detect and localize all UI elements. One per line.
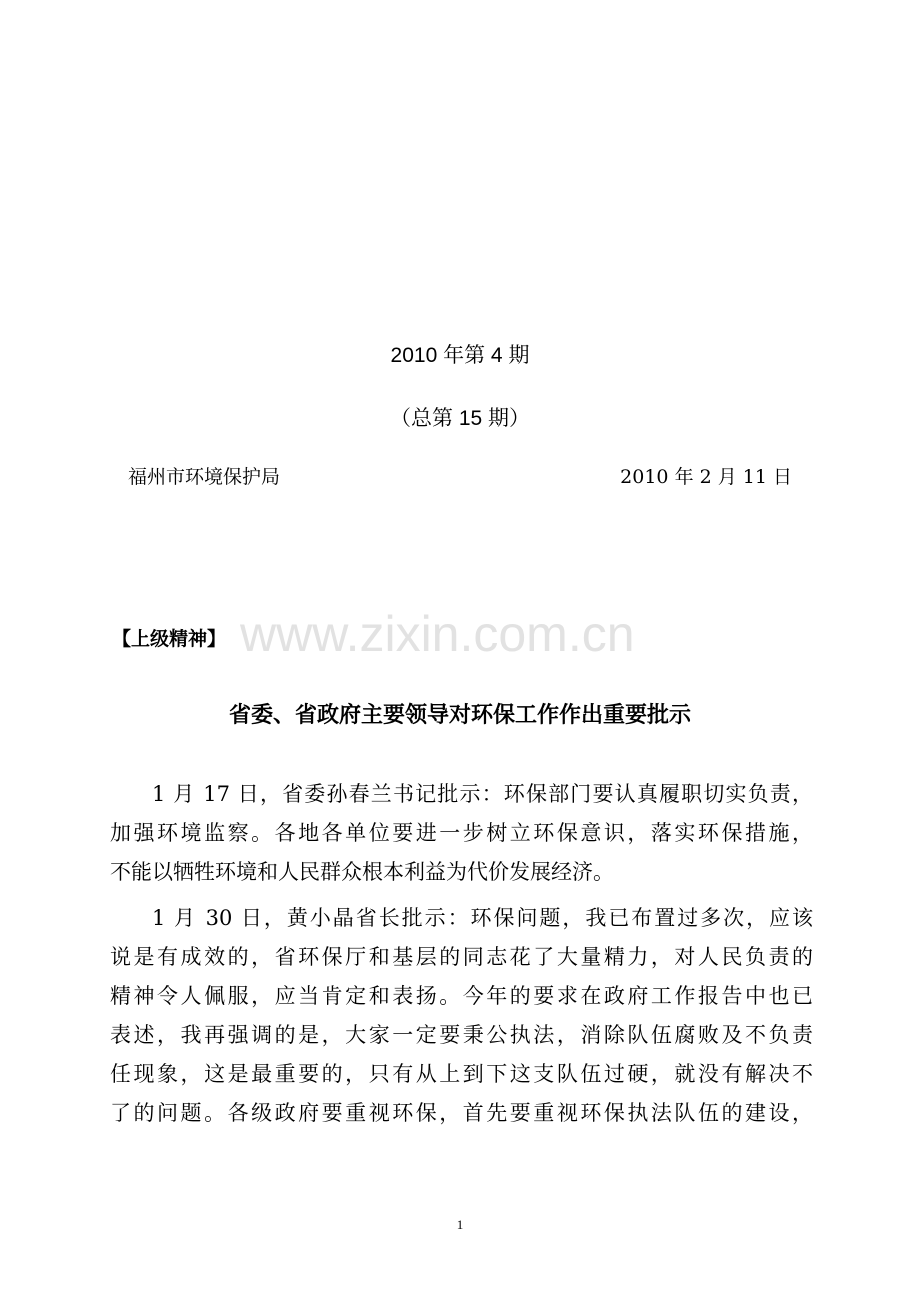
watermark: www.zixin.com.cn <box>240 606 635 662</box>
article-title: 省委、省政府主要领导对环保工作作出重要批示 <box>228 703 691 728</box>
text-line: 精神令人佩服，应当肯定和表扬。今年的要求在政府工作报告中也已 <box>110 984 813 1008</box>
text-line: 说是有成效的，省环保厅和基层的同志花了大量精力，对人民负责的 <box>110 945 813 969</box>
text-line: 加强环境监察。各地各单位要进一步树立环保意识，落实环保措施， <box>110 821 813 845</box>
issue-number: 2010 年第 4 期 <box>390 344 530 367</box>
text-line: 表述，我再强调的是，大家一定要秉公执法，消除队伍腐败及不负责 <box>110 1023 813 1047</box>
paragraph <box>110 775 813 892</box>
text-line: 了的问题。各级政府要重视环保，首先要重视环保执法队伍的建设， <box>110 1101 813 1125</box>
text-line: 1 月 17 日，省委孙春兰书记批示：环保部门要认真履职切实负责， <box>152 782 813 806</box>
text-line: 1 月 30 日，黄小晶省长批示：环保问题，我已布置过多次，应该 <box>152 906 813 930</box>
page-number: 1 <box>456 1217 464 1232</box>
issue-total: （总第 15 期） <box>389 407 531 430</box>
section-tag: 【上级精神】 <box>112 628 227 650</box>
publication-date: 2010 年 2 月 11 日 <box>620 466 792 488</box>
publisher-name: 福州市环境保护局 <box>128 466 281 488</box>
paragraph <box>110 899 813 1133</box>
text-line: 不能以牺牲环境和人民群众根本利益为代价发展经济。 <box>110 860 614 884</box>
publication-meta <box>128 463 792 491</box>
article-body <box>110 775 813 1133</box>
text-line: 任现象，这是最重要的，只有从上到下这支队伍过硬，就没有解决不 <box>110 1062 813 1086</box>
